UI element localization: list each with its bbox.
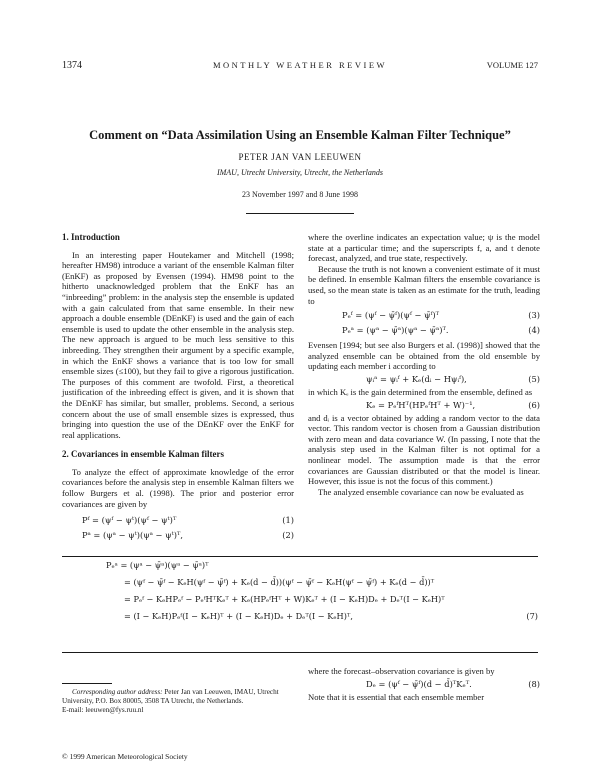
received-dates: 23 November 1997 and 8 June 1998 (242, 190, 358, 199)
section-2-heading: 2. Covariances in ensemble Kalman filters (62, 449, 224, 460)
bottom-right-text-1: where the forecast–observation covariance is given by (308, 666, 495, 676)
equation-8 (308, 677, 540, 692)
equation-4-number: (4) (528, 325, 540, 336)
footnote (62, 688, 294, 715)
equation-7-bottom-rule (62, 652, 538, 653)
equation-5 (308, 372, 540, 387)
equation-2-number: (2) (282, 530, 294, 541)
right-paragraph-2: Because the truth is not known a convenient estimate of it must be defined. In ensemble Kalman filters the ensemble covariance is used, so the mean state is taken as an estimate for the truth, leading to (308, 263, 540, 306)
equation-3 (308, 308, 540, 323)
equation-2 (62, 528, 294, 543)
right-paragraph-6: The analyzed ensemble covariance can now be evaluated as (318, 486, 524, 497)
equation-1-body: Pᶠ = (ψᶠ − ψᵗ)(ψᶠ − ψᵗ)ᵀ (82, 515, 177, 526)
equation-6-body: Kₑ = PₑᶠHᵀ(HPₑᶠHᵀ + W)⁻¹, (366, 399, 476, 410)
equation-7-top-rule (62, 556, 538, 557)
equation-3-body: Pₑᶠ = (ψᶠ − ψ̄ᶠ)(ψᶠ − ψ̄ᶠ)ᵀ (342, 310, 440, 321)
section-1-paragraph: In an interesting paper Houtekamer and Mitchell (1998; hereafter HM98) introduce a variant of the ensemble Kalman filter (EnKF) as proposed by Evensen (1994). HM98 point to the hitherto unacknowledged problem that the EnKF has an “inbreeding” problem: in the analysis step the ensemble is updated with a gain calculated from that same ensemble. In their new approach a double ensemble (DEnKF) is used and the gain of each ensemble is used to update the other ensemble in the analysis step. The new approach is argued to be much less sensitive to this inbreeding. They strengthen their argument by a specific example, in which the EnKF shows a variance that is too low for small ensemble sizes (≤100), but they fail to give a rigorous justification. The purposes of this comment are twofold. First, a theoretical justification of the inbreeding effect is given, and it is shown that the DEnKF has similar, but smaller, problems. Second, a serious concern about the use of small ensemble sizes is expressed, thus bringing into question the use of the DEnKF over the EnKF for real applications. (62, 249, 294, 440)
bottom-right-text-2: Note that it is essential that each ensemble member (308, 691, 485, 702)
article-title: Comment on “Data Assimilation Using an Ensemble Kalman Filter Technique” (89, 128, 511, 142)
copyright-notice: © 1999 American Meteorological Society (62, 752, 188, 761)
right-paragraph-3: Evensen [1994; but see also Burgers et al. (1998)] showed that the analyzed ensemble can be obtained from the old ensemble by updating each member i according to (308, 340, 540, 372)
equation-5-number: (5) (528, 373, 540, 384)
equation-7-line-1: Pₑᵃ = (ψᵃ − ψ̄ᵃ)(ψᵃ − ψ̄ᵃ)ᵀ (106, 560, 209, 570)
right-paragraph-5: and dᵢ is a vector obtained by adding a random vector to the data vector. This random vector is chosen from a Gaussian distribution with zero mean and data covariance W. (In passing, I note that the analysis step used in the Kalman filter is not optimal for a nonlinear model. The assumption made is that the error covariances are Gaussian distributed or that the model is linear. However, this issue is not the focus of this comment.) (308, 412, 540, 487)
equation-4 (308, 323, 540, 338)
equation-8-number: (8) (528, 678, 540, 689)
page-number: 1374 (62, 60, 82, 71)
volume-label: VOLUME 127 (486, 60, 538, 70)
equation-7-line-2: = (ψᶠ − ψ̄ᶠ − KₑH(ψᶠ − ψ̄ᶠ) + Kₑ(d − d̄))(ψᶠ − ψ̄ᶠ − KₑH(ψᶠ − ψ̄ᶠ) + Kₑ(d − d̄))ᵀ (124, 577, 435, 587)
journal-name: MONTHLY WEATHER REVIEW (212, 60, 388, 70)
equation-6 (308, 398, 540, 413)
equation-6-number: (6) (528, 399, 540, 410)
equation-2-body: Pᵃ = (ψᵃ − ψᵗ)(ψᵃ − ψᵗ)ᵀ, (82, 530, 184, 541)
section-1-heading: 1. Introduction (62, 232, 120, 242)
title-divider (246, 213, 354, 214)
equation-7-line-3: = Pₑᶠ − KₑHPₑᶠ − PₑᶠHᵀKₑᵀ + Kₑ(HPₑᶠHᵀ + W)Kₑᵀ + (I − KₑH)Dₑ + Dₑᵀ(I − KₑH)ᵀ (124, 594, 445, 604)
right-column (308, 232, 540, 497)
footnote-label: Corresponding author address: (72, 688, 163, 696)
footnote-text: Peter Jan van Leeuwen, IMAU, Utrecht University, P.O. Box 80005, 3508 TA Utrecht, the Netherlands. (62, 688, 279, 705)
footnote-email: E-mail: leeuwen@fys.ruu.nl (62, 706, 144, 714)
equation-7 (62, 560, 538, 652)
bottom-right-column (308, 666, 540, 702)
equation-7-line-4: = (I − KₑH)Pₑᶠ(I − KₑH)ᵀ + (I − KₑH)Dₑ + Dₑᵀ(I − KₑH)ᵀ, (124, 611, 353, 621)
author-affiliation: IMAU, Utrecht University, Utrecht, the Netherlands (216, 168, 384, 177)
right-paragraph-1: where the overline indicates an expectation value; ψ is the model state at a particular time; and the superscripts f, a, and t denote forecast, analyzed, and true state, respectively. (308, 232, 540, 264)
equation-8-body: Dₑ = (ψᶠ − ψ̄ᶠ)(d − d̄)ᵀKₑᵀ. (366, 678, 472, 689)
equation-1-number: (1) (282, 515, 294, 526)
section-2-paragraph: To analyze the effect of approximate knowledge of the error covariances before the analysis step in ensemble Kalman filters we follow Burgers et al. (1998). The prior and posterior error covariances are given by (62, 466, 294, 509)
equation-4-body: Pₑᵃ = (ψᵃ − ψ̄ᵃ)(ψᵃ − ψ̄ᵃ)ᵀ. (342, 325, 449, 336)
equation-1 (62, 513, 294, 528)
equation-5-body: ψᵢᵃ = ψᵢᶠ + Kₑ(dᵢ − Hψᵢᶠ), (366, 373, 467, 384)
left-column (62, 232, 294, 543)
author-name: PETER JAN VAN LEEUWEN (238, 152, 362, 162)
equation-3-number: (3) (528, 310, 540, 321)
footnote-rule (62, 683, 112, 684)
right-paragraph-4: in which Kₑ is the gain determined from the ensemble, defined as (308, 386, 533, 397)
equation-7-number: (7) (526, 611, 538, 621)
